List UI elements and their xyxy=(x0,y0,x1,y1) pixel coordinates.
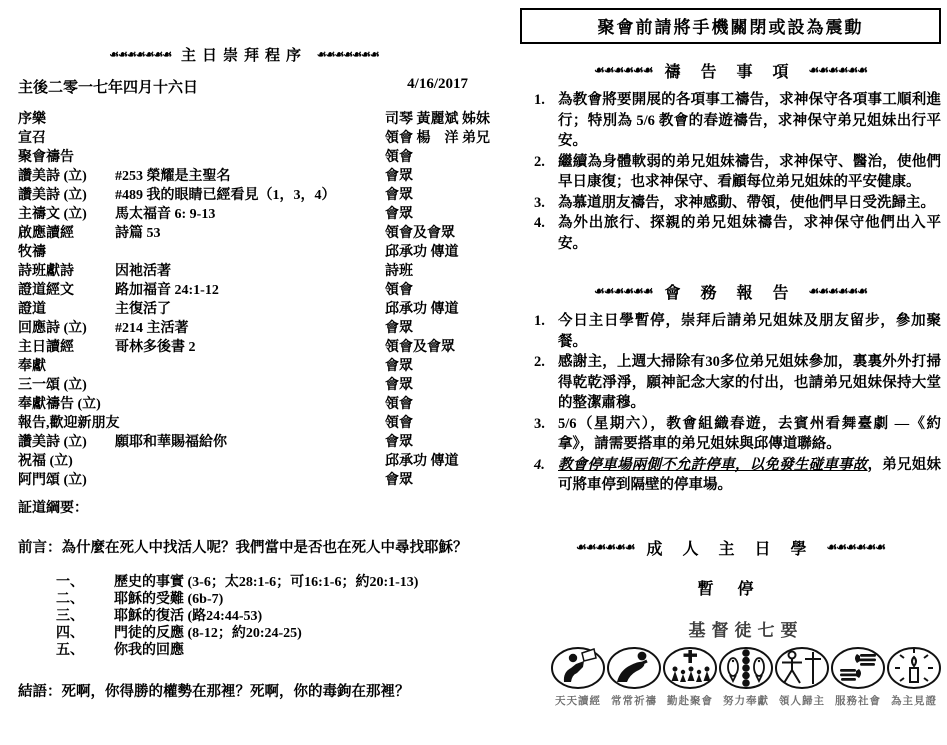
outline-point: 二、 耶穌的受難 (6b-7) xyxy=(56,592,224,607)
report-item: 1. 今日主日學暫停，崇拜后請弟兄姐妹及朋友留步，參加聚餐。 xyxy=(534,313,941,350)
report-item: 2. 感謝主，上週大掃除有30多位弟兄姐妹參加，裏裏外外打掃得乾乾淨淨，願神記念大家的付出，也請弟兄姐妹保持大堂的整潔肅穆。 xyxy=(534,354,941,411)
prayer-item: 4. 為外出旅行、探親的弟兄姐妹禱告，求神保守他們出入平安。 xyxy=(534,215,941,252)
date-row xyxy=(18,76,470,97)
outline-point: 一、 歷史的事實 (3-6；太28:1-6；可16:1-6；約20:1-13) xyxy=(56,575,419,590)
ornament-chain-icon: ☙☙☙☙☙☙ xyxy=(593,63,653,77)
order-of-worship-list xyxy=(18,110,490,490)
program-row: 奉獻 會眾 xyxy=(18,359,413,374)
program-row: 詩班獻詩 因祂活著 詩班 xyxy=(18,264,413,279)
prayer-section-title: 禱 告 事 項 xyxy=(664,64,797,81)
ornament-chain-icon: ☙☙☙☙☙☙☙ xyxy=(109,49,172,61)
program-row: 證道 主復活了 邱承功 傳道 xyxy=(18,302,459,317)
program-row: 證道經文 路加福音 24:1-12 領會 xyxy=(18,283,413,298)
parking-warning-rest: ，弟兄姐妹可將車停到隔壁的停車場。 xyxy=(558,456,942,493)
sermon-outline-heading: 証道綱要： xyxy=(18,501,88,516)
date-western: 4/16/2017 xyxy=(407,76,468,92)
ornament-chain-icon: ☙☙☙☙☙☙ xyxy=(575,539,635,554)
outline-point: 五、 你我的回應 xyxy=(56,643,184,658)
essential-attend-meetings: 勤赴聚會 xyxy=(662,644,718,708)
program-row: 宣召 領會 楊 洋 弟兄 xyxy=(18,131,490,146)
phone-notice-box: 聚會前請將手機關閉或設為震動 xyxy=(520,8,941,44)
program-row: 讚美詩 (立) #489 我的眼睛已經看見（1，3，4） 會眾 xyxy=(18,188,413,203)
ornament-chain-icon: ☙☙☙☙☙☙ xyxy=(826,539,886,554)
sermon-outline-intro: 前言：為什麼在死人中找活人呢？我們當中是否也在死人中尋找耶穌？ xyxy=(18,540,468,556)
report-items-list xyxy=(520,311,941,496)
announcements-column xyxy=(520,8,941,708)
program-row: 祝福 (立) 邱承功 傳道 xyxy=(18,454,459,469)
parking-warning-emphasis: 教會停車場兩側不允許停車，以免發生碰車事故 xyxy=(558,456,868,473)
prayer-items-list xyxy=(520,90,941,254)
program-row: 讚美詩 (立) #253 榮耀是主聖名 會眾 xyxy=(18,169,413,184)
essential-read-bible: 天天讀經 xyxy=(550,644,606,708)
report-section-title: 會 務 報 告 xyxy=(664,285,797,302)
report-item: 3. 5/6（星期六），教會組織春遊，去賓州看舞臺劇 —《約拿》，請需要搭車的弟兄姐妹與邱傳道聯絡。 xyxy=(534,415,941,452)
sunday-school-header xyxy=(520,536,941,559)
program-row: 聚會禱告 領會 xyxy=(18,150,413,165)
seven-essentials-title: 基督徒七要 xyxy=(688,620,804,640)
program-row: 阿門頌 (立) 會眾 xyxy=(18,473,413,488)
program-row: 啟應讀經 詩篇 53 領會及會眾 xyxy=(18,226,455,241)
program-row: 回應詩 (立) #214 主活著 會眾 xyxy=(18,321,413,336)
program-row: 奉獻禱告 (立) 領會 xyxy=(18,397,413,412)
program-row: 主禱文 (立) 馬太福音 6: 9-13 會眾 xyxy=(18,207,413,222)
essential-serve-society: 服務社會 xyxy=(830,644,886,708)
prayer-item: 1. 為教會將要開展的各項事工禱告，求神保守各項事工順利進行；特別為 5/6 教會的春遊禱告，求神保守弟兄姐妹出行平安。 xyxy=(534,92,941,149)
program-title-row xyxy=(18,44,470,65)
program-row: 讚美詩 (立) 願耶和華賜福給你 會眾 xyxy=(18,435,413,450)
prayer-item: 2. 繼續為身體軟弱的弟兄姐妹禱告，求神保守、醫治，使他們早日康復；也求神保守、看顧每位弟兄姐妹的平安健康。 xyxy=(534,153,941,190)
sermon-conclusion: 結語：死啊，你得勝的權勢在那裡？死啊，你的毒鉤在那裡？ xyxy=(18,684,410,700)
prayer-item: 3. 為慕道朋友禱告，求神感動、帶領，使他們早日受洗歸主。 xyxy=(534,194,935,211)
outline-point: 四、 門徒的反應 (8-12；約20:24-25) xyxy=(56,626,302,641)
program-row: 牧禱 邱承功 傳道 xyxy=(18,245,459,260)
ornament-chain-icon: ☙☙☙☙☙☙ xyxy=(808,63,868,77)
essential-pray: 常常祈禱 xyxy=(606,644,662,708)
prayer-section-header xyxy=(520,59,941,82)
report-section-header xyxy=(520,280,941,303)
essential-witness: 為主見證 xyxy=(886,644,942,708)
date-chinese: 主後二零一七年四月十六日 xyxy=(18,80,199,96)
essential-offering: 努力奉獻 xyxy=(718,644,774,708)
report-item: 4. 教會停車場兩側不允許停車，以免發生碰車事故，弟兄姐妹可將車停到隔壁的停車場。 xyxy=(534,456,942,493)
read-bible-icon xyxy=(550,644,606,690)
pray-icon xyxy=(606,644,662,690)
program-row: 主日讀經 哥林多後書 2 領會及會眾 xyxy=(18,340,455,355)
witness-icon xyxy=(886,644,942,690)
sunday-school-status: 暫 停 xyxy=(697,580,764,598)
sunday-school-title: 成 人 主 日 學 xyxy=(646,540,815,558)
program-row: 三一頌 (立) 會眾 xyxy=(18,378,413,393)
essential-lead-people: 領人歸主 xyxy=(774,644,830,708)
page-title: 主日崇拜程序 xyxy=(180,48,307,64)
sermon-outline-points xyxy=(18,574,470,659)
worship-program-column xyxy=(18,44,490,701)
offering-icon xyxy=(718,644,774,690)
seven-essentials-block xyxy=(550,616,942,708)
attend-meetings-icon xyxy=(662,644,718,690)
ornament-chain-icon: ☙☙☙☙☙☙ xyxy=(593,284,653,298)
program-row: 序樂 司琴 黃麗斌 姊妹 xyxy=(18,112,490,127)
lead-people-icon xyxy=(774,644,830,690)
ornament-chain-icon: ☙☙☙☙☙☙ xyxy=(808,284,868,298)
seven-essentials-icons-row xyxy=(550,644,942,708)
serve-society-icon xyxy=(830,644,886,690)
program-row: 報告,歡迎新朋友 領會 xyxy=(18,416,413,431)
ornament-chain-icon: ☙☙☙☙☙☙☙ xyxy=(316,49,379,61)
outline-point: 三、 耶穌的復活 (路24:44-53) xyxy=(56,609,263,624)
